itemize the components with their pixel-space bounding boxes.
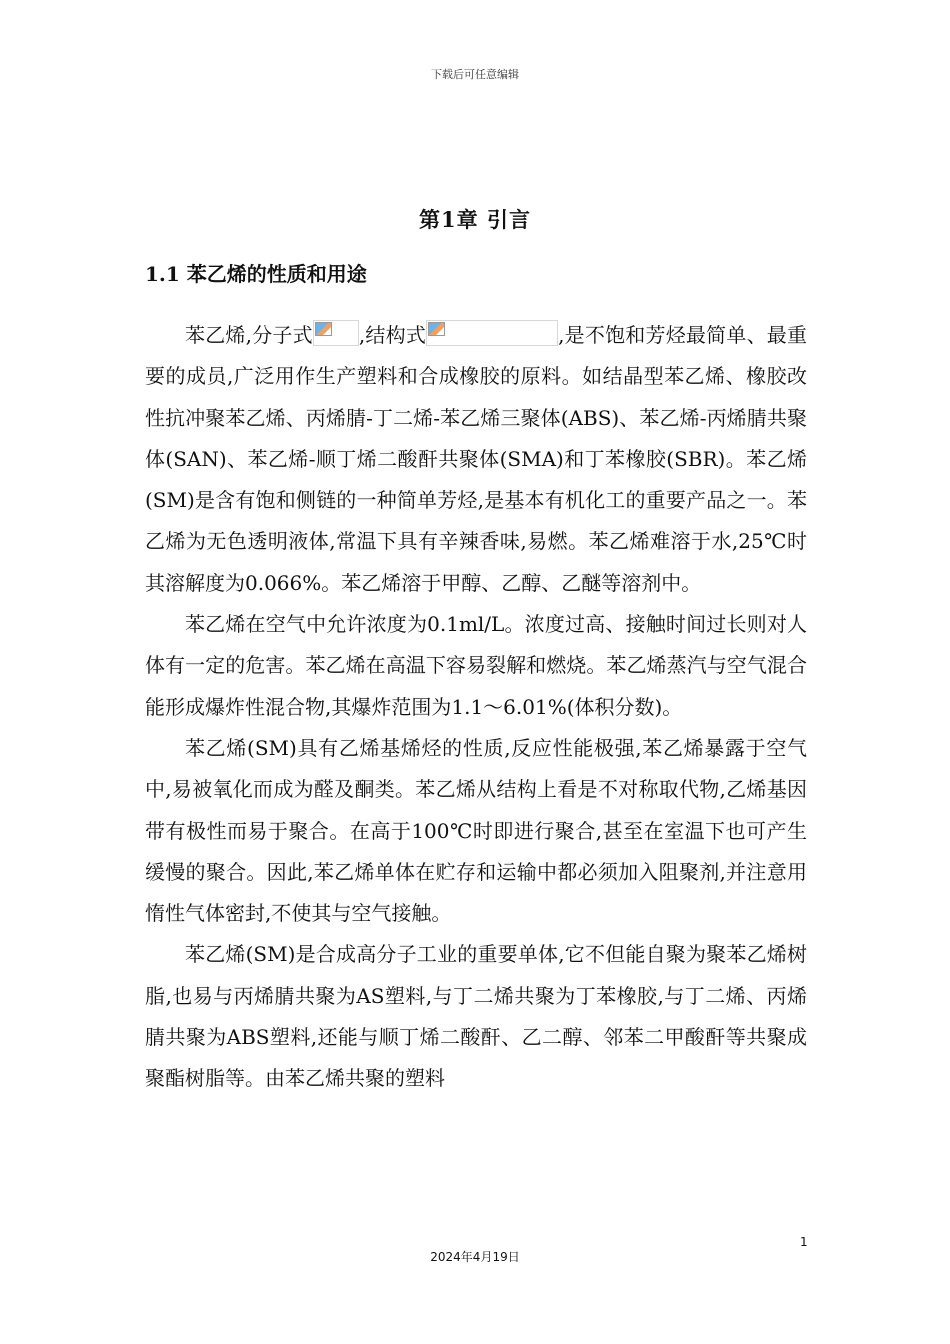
broken-image-icon: [315, 322, 332, 336]
structural-formula-image: [426, 320, 558, 346]
paragraph-1: [145, 315, 807, 604]
paragraph-2: 苯乙烯在空气中允许浓度为0.1ml/L。浓度过高、接触时间过长则对人体有一定的危害。苯乙烯在高温下容易裂解和燃烧。苯乙烯蒸汽与空气混合能形成爆炸性混合物,其爆炸范围为1.1～6.01%(体积分数)。: [145, 612, 807, 719]
molecular-formula-image: [313, 320, 359, 346]
paragraph-1-text-a: 苯乙烯,分子式: [185, 323, 313, 347]
page-footer-date: 2024年4月19日: [430, 1250, 520, 1264]
body-text: [145, 315, 807, 1100]
section-title: 1.1 苯乙烯的性质和用途: [145, 262, 367, 286]
broken-image-icon: [428, 322, 445, 336]
paragraph-1-text-c: ,是不饱和芳烃最简单、最重要的成员,广泛用作生产塑料和合成橡胶的原料。如结晶型苯乙烯、橡胶改性抗冲聚苯乙烯、丙烯腈-丁二烯-苯乙烯三聚体(ABS)、苯乙烯-丙烯腈共聚体(SAN)、苯乙烯-顺丁烯二酸酐共聚体(SMA)和丁苯橡胶(SBR)。苯乙烯(SM)是含有饱和侧链的一种简单芳烃,是基本有机化工的重要产品之一。苯乙烯为无色透明液体,常温下具有辛辣香味,易燃。苯乙烯难溶于水,25℃时其溶解度为0.066%。苯乙烯溶于甲醇、乙醇、乙醚等溶剂中。: [145, 323, 808, 595]
page-number: 1: [800, 1235, 808, 1249]
page-header: 下载后可任意编辑: [431, 68, 519, 81]
paragraph-1-text-b: ,结构式: [358, 323, 427, 347]
chapter-title: 第1章 引言: [419, 207, 531, 232]
paragraph-4: 苯乙烯(SM)是合成高分子工业的重要单体,它不但能自聚为聚苯乙烯树脂,也易与丙烯腈共聚为AS塑料,与丁二烯共聚为丁苯橡胶,与丁二烯、丙烯腈共聚为ABS塑料,还能与顺丁烯二酸酐、乙二醇、邻苯二甲酸酐等共聚成聚酯树脂等。由苯乙烯共聚的塑料: [145, 942, 807, 1091]
paragraph-3: 苯乙烯(SM)具有乙烯基烯烃的性质,反应性能极强,苯乙烯暴露于空气中,易被氧化而成为醛及酮类。苯乙烯从结构上看是不对称取代物,乙烯基因带有极性而易于聚合。在高于100℃时即进行聚合,甚至在室温下也可产生缓慢的聚合。因此,苯乙烯单体在贮存和运输中都必须加入阻聚剂,并注意用惰性气体密封,不使其与空气接触。: [145, 735, 807, 926]
